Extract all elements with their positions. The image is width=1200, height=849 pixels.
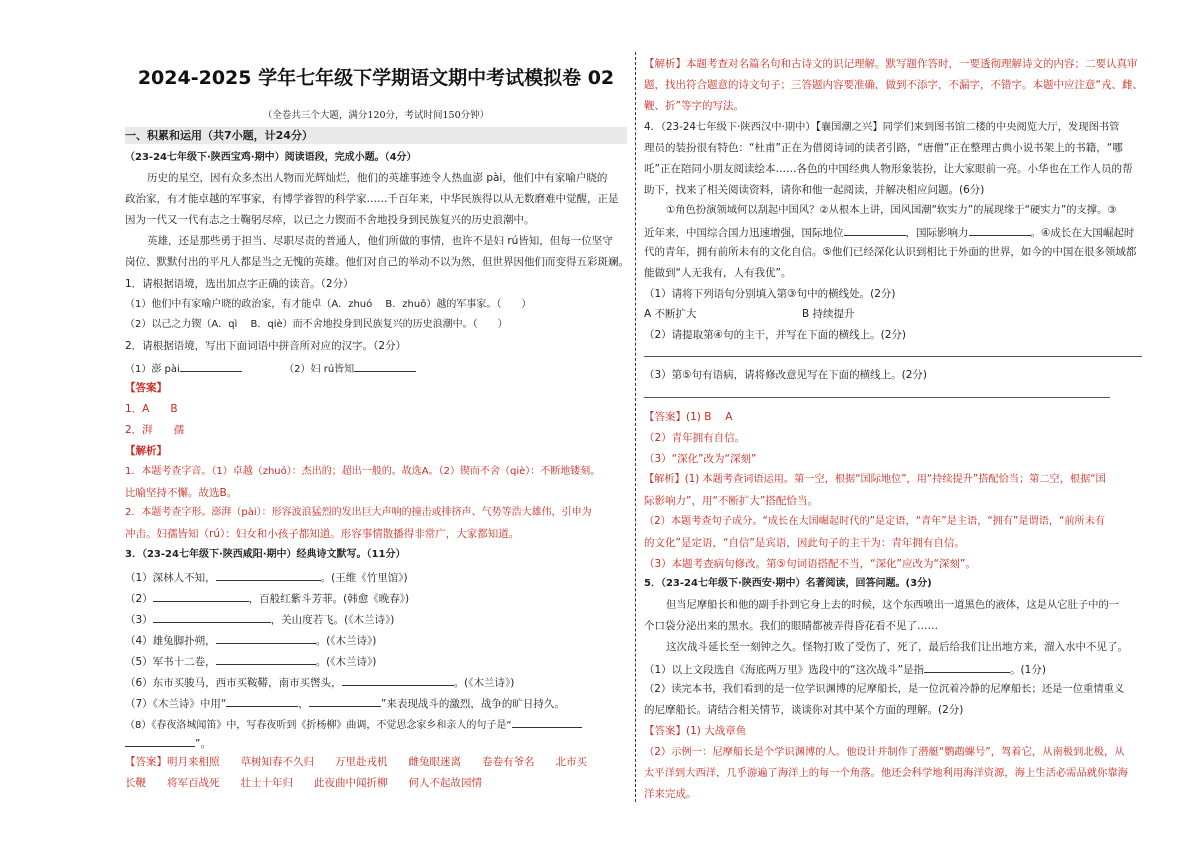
- question-5-1: （1）以上文段选自《海底两万里》选段中的“这次战斗”是指 。(1分): [644, 661, 1046, 677]
- explanation-4: 【解析】(1) 本题考查词语运用。第一空，根据“国际地位”，用“持续提升”搭配恰当；第二空，根据“国: [644, 474, 1106, 485]
- explanation-3: 【解析】本题考查对名篇名句和古诗文的识记理解。默写题作答时，一要透彻理解诗文的内容；二要认真审: [644, 58, 1138, 70]
- question-5-2-cont: 的尼摩船长。请结合相关情节，谈谈你对其中某个方面的理解。(2分): [644, 704, 964, 716]
- answer-5: 【答案】(1) 大战章鱼: [644, 725, 747, 737]
- answer-blank[interactable]: [125, 735, 195, 747]
- question-1-1: （1）他们中有家喻户晓的政治家，有才能卓（A．zhuó B．zhuō）越的军事家。（ ）: [125, 299, 532, 310]
- explanation-line: 1．本题考查字音。（1）卓越（zhuó）：杰出的；超出一般的。故选A。（2）锲而不舍（qiè）：不断地镂刻。: [125, 466, 601, 477]
- option-b: B 持续提升: [802, 308, 855, 320]
- question-1-2: （2）以己之力锲（A．qì B．qiè）而不舍地投身到民族复兴的历史浪潮中。（ ）: [125, 319, 508, 330]
- explanation-line: 比喻坚持不懈。故选B。: [125, 487, 238, 499]
- answer-2: 2．湃 孺: [125, 424, 185, 436]
- question-1: 1．请根据语境，选出加点字正确的读音。（2分）: [125, 278, 354, 290]
- question-2: 2．请根据语境，写出下面词语中拼音所对应的汉字。（2分）: [125, 340, 407, 352]
- recite-8-cont: ”。: [125, 735, 211, 751]
- explanation-4-cont: 的文化”是定语，“自信”是宾语，因此句子的主干为：青年拥有自信。: [644, 537, 965, 549]
- answer-blank[interactable]: [216, 653, 316, 665]
- passage-line: 代的青年，拥有前所未有的文化自信。⑤他们已经深化认识到相比于外面的世界，如今的中国在很多领域都: [644, 246, 1137, 258]
- question-4-cont: 理员的装扮很有特色：“杜甫”正在为借阅诗词的读者引路，“唐僧”正在整理古典小说书架上的书籍，“哪: [644, 142, 1123, 154]
- answer-line[interactable]: [644, 356, 1142, 357]
- answer-blank[interactable]: [180, 360, 242, 372]
- section-heading: 一、积累和运用（共7小题，计24分）: [125, 127, 627, 144]
- column-divider: [635, 52, 636, 802]
- question-4-2: （2）请提取第④句的主干，并写在下面的横线上。(2分): [644, 329, 906, 341]
- explanation-line: 冲击。妇孺皆知（rú）：妇女和小孩子都知道。形容事情散播得非常广，大家都知道。: [125, 528, 520, 540]
- question-5: 5．（23-24七年级下·陕西安·期中）名著阅读，回答问题。(3分): [644, 578, 932, 589]
- answer-3: 【答案】明月来相照 草树知春不久归 万里赴戎机 雌兔眼迷离 卷卷有爷名 北市买: [125, 756, 587, 768]
- answer-5-cont: 太平洋到大西洋，几乎游遍了海洋上的每一个角落。他还会科学地利用海洋资源，海上生活必需品就你靠海: [644, 767, 1128, 779]
- option-a: A 不断扩大: [644, 308, 697, 320]
- answer-5-cont: 洋来完成。: [644, 788, 697, 800]
- recite-5: （5）军书十二卷， 。(《木兰诗》): [125, 653, 376, 669]
- exam-subtitle: （全卷共三个大题，满分120分，考试时间150分钟）: [262, 110, 490, 121]
- answer-line[interactable]: [644, 397, 1110, 398]
- page-title: 2024-2025 学年七年级下学期语文期中考试模拟卷 02: [137, 67, 615, 89]
- question-4-1: （1）请将下列语句分别填入第③句中的横线处。(2分): [644, 288, 896, 300]
- explanation-3-cont: 鞭、折”等字的写法。: [644, 100, 744, 112]
- question-4: 4．（23-24七年级下·陕西汉中·期中）【襄国潮之兴】同学们来到图书馆二楼的中央阅览大厅，发现图书管: [644, 121, 1120, 133]
- passage-line: ①角色扮演领域何以刮起中国风？②从根本上讲，国风国潮“软实力”的展现缘于“硬实力”的支撑。③: [666, 204, 1117, 216]
- passage-line: 这次战斗延长至一刻钟之久。怪物打败了受伤了，死了，最后给我们让出地方来，溜入水中不见了。: [666, 641, 1128, 653]
- passage-line: 政治家，有才能卓越的军事家，有博学睿智的科学家……千百年来，中华民族得以从无数磨难中觉醒，正是: [125, 193, 619, 205]
- explanation-4-cont: （3）本题考查病句修改。第⑤句词语搭配不当，“深化”应改为“深刻”。: [644, 558, 976, 570]
- answer-blank[interactable]: [924, 661, 1010, 673]
- answer-blank[interactable]: [342, 674, 454, 686]
- recite-4: （4）雄兔脚扑朔， 。(《木兰诗》): [125, 632, 376, 648]
- question-4-cont: 助下，找来了相关阅读资料，请你和他一起阅读，并解决相应问题。(6分): [644, 184, 985, 196]
- answer-blank[interactable]: [226, 695, 298, 707]
- answer-blank[interactable]: [969, 224, 1031, 236]
- question-3: 3．（23-24七年级下·陕西咸阳·期中）经典诗文默写。（11分）: [125, 549, 406, 560]
- question-4-3: （3）第⑤句有语病，请将修改意见写在下面的横线上。(2分): [644, 369, 927, 381]
- answer-blank[interactable]: [153, 590, 249, 602]
- explanation-3-cont: 题，找出符合题意的诗文句子；三答题内容要准确，做到不添字，不漏字，不错字。本题中应注意“戎、雌、: [644, 79, 1143, 91]
- question-intro: （23-24七年级下·陕西宝鸡·期中）阅读语段，完成小题。（4分）: [125, 152, 417, 163]
- recite-8: （8）《春夜洛城闻笛》中，写春夜听到《折杨柳》曲调，不觉思念家乡和亲人的句子是“: [125, 716, 582, 733]
- question-4-cont: 吒”正在陪同小朋友阅读绘本……各色的中国经典人物形象装扮，让大家眼前一亮。小华也在工作人员的帮: [644, 163, 1133, 175]
- explanation-4-cont: 际影响力”，用“不断扩大”搭配恰当。: [644, 495, 818, 507]
- recite-6: （6）东市买骏马，西市买鞍鞯，南市买辔头， 。(《木兰诗》): [125, 674, 514, 690]
- answer-blank[interactable]: [309, 695, 381, 707]
- answer-4: 【答案】(1) B A: [644, 411, 733, 423]
- answer-blank[interactable]: [216, 632, 316, 644]
- passage-line: 近年来，中国综合国力迅速增强，国际地位 ，国际影响力 。④成长在大国崛起时: [644, 224, 1134, 240]
- question-2-blanks: （1）澎 pài （2）妇 rú皆知: [125, 360, 416, 377]
- answer-blank[interactable]: [354, 360, 416, 372]
- explanation-line: 2．本题考查字形。澎湃（pài）：形容波浪猛烈的发出巨大声响的撞击或排挤声、气势等浩大雄伟，引申为: [125, 507, 592, 518]
- passage-line: 岗位、默默付出的平凡人都是当之无愧的英雄。他们对自己的举动不以为然，但世界因他们而变得五彩斑斓。: [125, 256, 629, 268]
- recite-7: （7）《木兰诗》中用“ ， ”来表现战斗的激烈，战争的旷日持久。: [125, 695, 565, 711]
- recite-2: （2） ，百般红紫斗芳菲。(韩愈《晚春》): [125, 590, 409, 606]
- answer-blank[interactable]: [153, 611, 271, 623]
- passage-line: 个口袋分泌出来的黑水。我们的眼睛都被弄得昏花看不见了……: [644, 620, 938, 632]
- passage-line: 因为一代又一代有志之士鞠躬尽瘁，以已之力锲而不舍地投身到民族复兴的历史浪潮中。: [125, 214, 535, 226]
- answer-4-3: （3）“深化”改为“深刻”: [644, 453, 757, 465]
- answer-3-cont: 长鞭 将军百战死 壮士十年归 此夜曲中闻折柳 何人不起故园情: [125, 777, 482, 789]
- answer-label: 【答案】: [125, 382, 167, 394]
- answer-4-2: （2）青年拥有自信。: [644, 432, 746, 444]
- answer-blank[interactable]: [844, 224, 906, 236]
- answer-blank[interactable]: [512, 716, 582, 728]
- passage-line: 英雄，还是那些勇于担当、尽职尽责的普通人，他们所做的事情，也许不是妇 rú皆知，但每一位坚守: [147, 235, 613, 247]
- passage-line: 历史的星空，因有众多杰出人物而光辉灿烂，他们的英雄事迹令人热血澎 pài，他们中有家喻户晓的: [147, 172, 608, 184]
- answer-5-cont: （2）示例一：尼摩船长是个学识渊博的人。他设计并制作了潜艇“鹦鹉螺号”，驾着它，从南极到北极，从: [644, 746, 1125, 758]
- passage-line: 但当尼摩船长和他的副手扑到它身上去的时候，这个东西喷出一道黑色的液体，这是从它肚子中的一: [666, 599, 1120, 611]
- recite-3: （3） ，关山度若飞。(《木兰诗》): [125, 611, 394, 627]
- explanation-4-cont: （2）本题考查句子成分。“成长在大国崛起时代的”是定语，“青年”是主语，“拥有”是谓语，“前所未有: [644, 516, 1106, 527]
- recite-1: （1）深林人不知， 。(王维《竹里馆》): [125, 569, 408, 585]
- answer-blank[interactable]: [216, 569, 321, 581]
- question-5-2: （2）读完本书，我们看到的是一位学识渊博的尼摩船长，是一位沉着冷静的尼摩船长；还是一位重情重义: [644, 683, 1125, 695]
- explanation-label: 【解析】: [125, 445, 167, 457]
- passage-line: 能做到“人无我有，人有我优”。: [644, 267, 792, 279]
- answer-1: 1．A B: [125, 403, 178, 415]
